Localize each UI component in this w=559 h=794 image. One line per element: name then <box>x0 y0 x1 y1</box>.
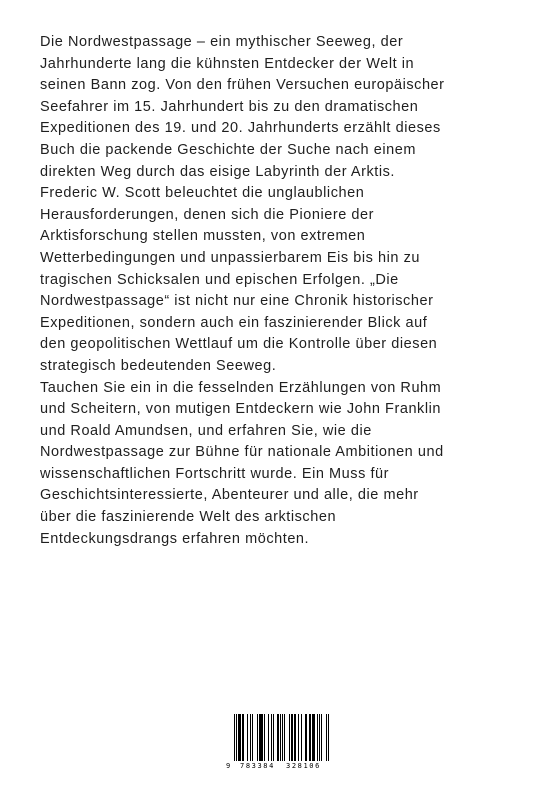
blurb-line: tragischen Schicksalen und epischen Erfolgen. „Die <box>40 271 399 288</box>
barcode-bar <box>278 714 279 761</box>
blurb-line: Arktisforschung stellen mussten, von extremen <box>40 228 366 245</box>
barcode-bar <box>243 714 244 761</box>
isbn-left-group: 783384 <box>240 762 275 770</box>
barcode-bar <box>260 714 261 761</box>
barcode-bar <box>238 714 239 761</box>
blurb-line: Seefahrer im 15. Jahrhundert bis zu den dramatischen <box>40 98 419 115</box>
blurb-line: Buch die packende Geschichte der Suche nach einem <box>40 141 416 158</box>
barcode-bar <box>261 714 262 761</box>
blurb-line: wissenschaftlichen Fortschritt wurde. Ein Muss für <box>40 465 390 482</box>
barcode-bar <box>239 714 240 761</box>
barcode-bar <box>264 714 265 761</box>
barcode-bar <box>298 714 299 761</box>
blurb-line: Nordwestpassage“ ist nicht nur eine Chronik historischer <box>40 293 434 310</box>
barcode-bar <box>328 714 329 768</box>
barcode-bar <box>292 714 293 761</box>
blurb-line: direkten Weg durch das eisige Labyrinth der Arktis. <box>40 163 396 180</box>
blurb-line: Entdeckungsdrangs erfahren möchten. <box>40 530 310 547</box>
barcode-bar <box>317 714 318 761</box>
isbn-number <box>226 761 330 772</box>
barcode-bar <box>280 714 281 768</box>
blurb-line: Nordwestpassage zur Bühne für nationale Ambitionen und <box>40 444 444 461</box>
barcode-bar <box>312 714 313 761</box>
blurb-line: seinen Bann zog. Von den frühen Versuchen europäischer <box>40 77 445 94</box>
barcode-bar <box>259 714 260 761</box>
barcode-bar <box>268 714 269 761</box>
barcode-bar <box>305 714 306 761</box>
barcode-bar <box>277 714 278 761</box>
barcode-bar <box>273 714 274 761</box>
blurb-line: Geschichtsinteressierte, Abenteurer und alle, die mehr <box>40 487 419 504</box>
blurb-line: über die faszinierende Welt des arktischen <box>40 509 337 526</box>
barcode-bar <box>242 714 243 761</box>
blurb-line: Die Nordwestpassage – ein mythischer Seeweg, der <box>40 34 404 50</box>
blurb-line: Jahrhunderte lang die kühnsten Entdecker der Welt in <box>40 55 415 72</box>
barcode-bar <box>289 714 290 761</box>
barcode-bar <box>314 714 315 761</box>
barcode-bar <box>282 714 283 768</box>
barcode-bar <box>284 714 285 761</box>
blurb-line: Expeditionen des 19. und 20. Jahrhunderts erzählt dieses <box>40 120 441 137</box>
blurb-text <box>40 32 530 550</box>
blurb-line: strategisch bedeutenden Seeweg. <box>40 357 277 374</box>
blurb-line: Tauchen Sie ein in die fesselnden Erzählungen von Ruhm <box>40 379 442 396</box>
barcode-bar <box>326 714 327 768</box>
blurb-line: Expeditionen, sondern auch ein faszinierender Blick auf <box>40 314 428 331</box>
barcode-bar <box>271 714 272 761</box>
barcode-bar <box>319 714 320 761</box>
barcode-bar <box>313 714 314 761</box>
barcode-bar <box>294 714 295 761</box>
barcode-bar <box>247 714 248 761</box>
isbn-right-group: 328106 <box>286 762 321 770</box>
blurb-line: und Roald Amundsen, und erfahren Sie, wie die <box>40 422 372 439</box>
barcode-bar <box>321 714 322 761</box>
isbn-barcode <box>226 712 330 772</box>
blurb-line: Frederic W. Scott beleuchtet die unglaublichen <box>40 185 365 202</box>
barcode-bar <box>250 714 251 761</box>
blurb-line: Wetterbedingungen und unpassierbarem Eis bis hin zu <box>40 249 421 266</box>
blurb-line: und Scheitern, von mutigen Entdeckern wie John Franklin <box>40 401 442 418</box>
barcode-bar <box>257 714 258 761</box>
barcode-bar <box>291 714 292 761</box>
barcode-bar <box>309 714 310 761</box>
barcode-bar <box>234 714 235 768</box>
barcode-bar <box>236 714 237 768</box>
isbn-first-digit: 9 <box>226 762 231 770</box>
barcode-bar <box>310 714 311 761</box>
blurb-line: Herausforderungen, denen sich die Pioniere der <box>40 206 375 223</box>
barcode-bar <box>301 714 302 761</box>
barcode-bar <box>262 714 263 761</box>
blurb-line: den geopolitischen Wettlauf um die Kontrolle über diesen <box>40 336 438 353</box>
barcode-bar <box>252 714 253 761</box>
barcode-bar <box>306 714 307 761</box>
barcode-bar <box>240 714 241 761</box>
barcode-bar <box>295 714 296 761</box>
